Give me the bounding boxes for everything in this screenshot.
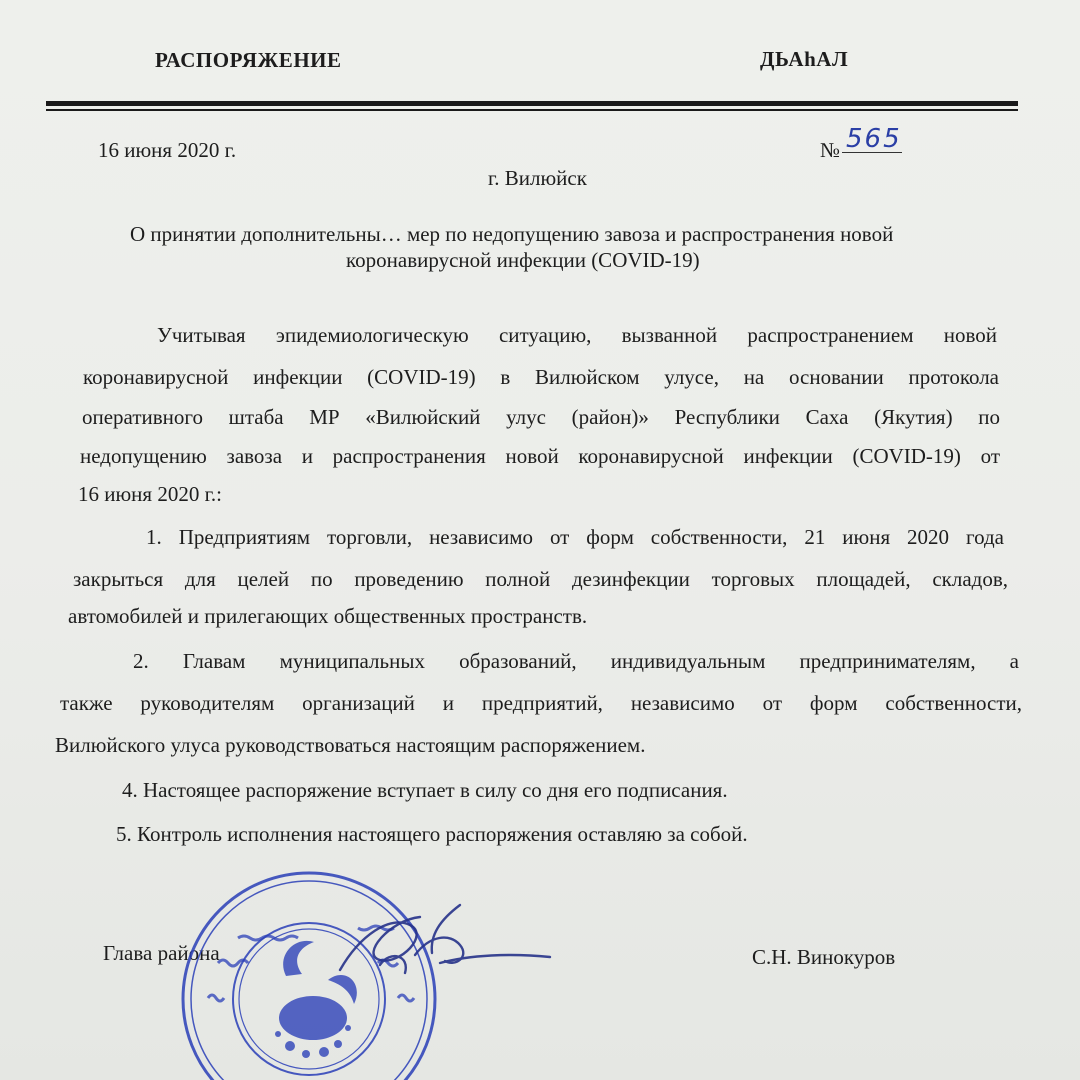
- item-2-line: 2. Главам муниципальных образований, индивидуальным предпринимателям, а: [133, 649, 1019, 673]
- item-2-line: также руководителям организаций и предприятий, независимо от форм собственности,: [60, 691, 1022, 715]
- city: г. Вилюйск: [488, 166, 587, 190]
- item-1-line: закрыться для целей по проведению полной дезинфекции торговых площадей, складов,: [73, 567, 1008, 591]
- item-5: 5. Контроль исполнения настоящего распоряжения оставляю за собой.: [116, 822, 748, 846]
- signature-name: С.Н. Винокуров: [752, 945, 896, 969]
- handwritten-signature: [320, 895, 560, 985]
- header-title-ru: РАСПОРЯЖЕНИЕ: [155, 48, 342, 72]
- preamble-line: Учитывая эпидемиологическую ситуацию, вызванной распространением новой: [157, 323, 997, 347]
- preamble-line: коронавирусной инфекции (COVID-19) в Вилюйском улусе, на основании протокола: [83, 365, 999, 389]
- item-2-line: Вилюйского улуса руководствоваться настоящим распоряжением.: [55, 733, 646, 757]
- order-number-label: №: [820, 138, 841, 162]
- item-1-line: автомобилей и прилегающих общественных пространств.: [68, 604, 588, 628]
- preamble-line: недопущению завоза и распространения новой коронавирусной инфекции (COVID-19) от: [80, 444, 1000, 468]
- title-line: О принятии дополнительны… мер по недопущению завоза и распространения новой: [130, 222, 894, 246]
- title-line: коронавирусной инфекции (COVID-19): [346, 248, 700, 272]
- order-number-handwritten: 565: [846, 124, 902, 154]
- signature-position: Глава района: [103, 941, 220, 965]
- preamble-line: 16 июня 2020 г.:: [78, 482, 222, 506]
- header-rule-thin: [46, 109, 1018, 111]
- header-rule-thick: [46, 101, 1018, 106]
- preamble-line: оперативного штаба МР «Вилюйский улус (район)» Республики Саха (Якутия) по: [82, 405, 1000, 429]
- header-title-sakha: ДЬАhАЛ: [760, 47, 849, 71]
- item-1-line: 1. Предприятиям торговли, независимо от форм собственности, 21 июня 2020 года: [146, 525, 1004, 549]
- item-4: 4. Настоящее распоряжение вступает в силу со дня его подписания.: [122, 778, 728, 802]
- order-date: 16 июня 2020 г.: [98, 138, 237, 162]
